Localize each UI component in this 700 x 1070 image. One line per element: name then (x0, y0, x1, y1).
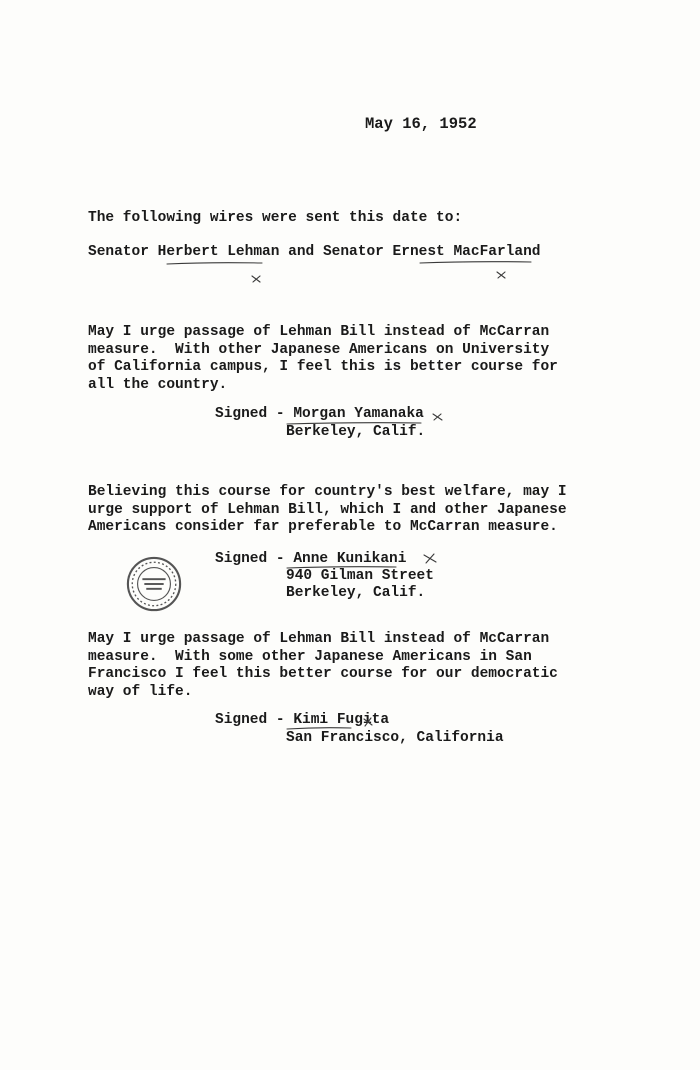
wire-3-text (88, 631, 648, 701)
wire-2-address-street: 940 Gilman Street (286, 568, 434, 584)
wire-1-line: May I urge passage of Lehman Bill instead of McCarran (88, 324, 550, 340)
wire-1-line: measure. With other Japanese Americans on University (88, 341, 550, 358)
signer-name: Anne Kunikani (293, 551, 407, 567)
signed-prefix: Signed - (215, 551, 294, 567)
signer-name: Kimi Fugita (293, 712, 390, 728)
wire-1-line: of California campus, I feel this is better course for (88, 359, 558, 375)
wire-2-text (88, 484, 648, 537)
wire-2-line: Americans consider far preferable to McCarran measure. (88, 519, 558, 535)
recipients-line: Senator Herbert Lehman and Senator Ernest MacFarland (88, 244, 541, 260)
letter-date: May 16, 1952 (365, 115, 477, 133)
wire-1-signature (215, 406, 424, 424)
wire-3-line: way of life. (88, 683, 193, 700)
wire-1-text (88, 324, 648, 394)
intro-line: The following wires were sent this date to: (88, 210, 463, 226)
archive-stamp-icon (125, 555, 183, 613)
wire-3-line: May I urge passage of Lehman Bill instead of McCarran (88, 631, 550, 647)
wire-2-line: Believing this course for country's best welfare, may I (88, 484, 567, 500)
signed-prefix: Signed - (215, 712, 294, 728)
wire-2-signature (215, 551, 406, 569)
wire-3-line: Francisco I feel this better course for our democratic (88, 666, 558, 682)
wire-3-signature (215, 712, 389, 730)
signer-name: Morgan Yamanaka (293, 406, 424, 422)
signed-prefix: Signed - (215, 406, 294, 422)
wire-1-line: all the country. (88, 376, 228, 393)
wire-3-line: measure. With some other Japanese Americans in San (88, 648, 532, 665)
wire-3-address: San Francisco, California (286, 730, 504, 746)
wire-1-address: Berkeley, Calif. (286, 424, 426, 440)
wire-2-line: urge support of Lehman Bill, which I and other Japanese (88, 501, 567, 518)
wire-2-address-city: Berkeley, Calif. (286, 585, 426, 601)
